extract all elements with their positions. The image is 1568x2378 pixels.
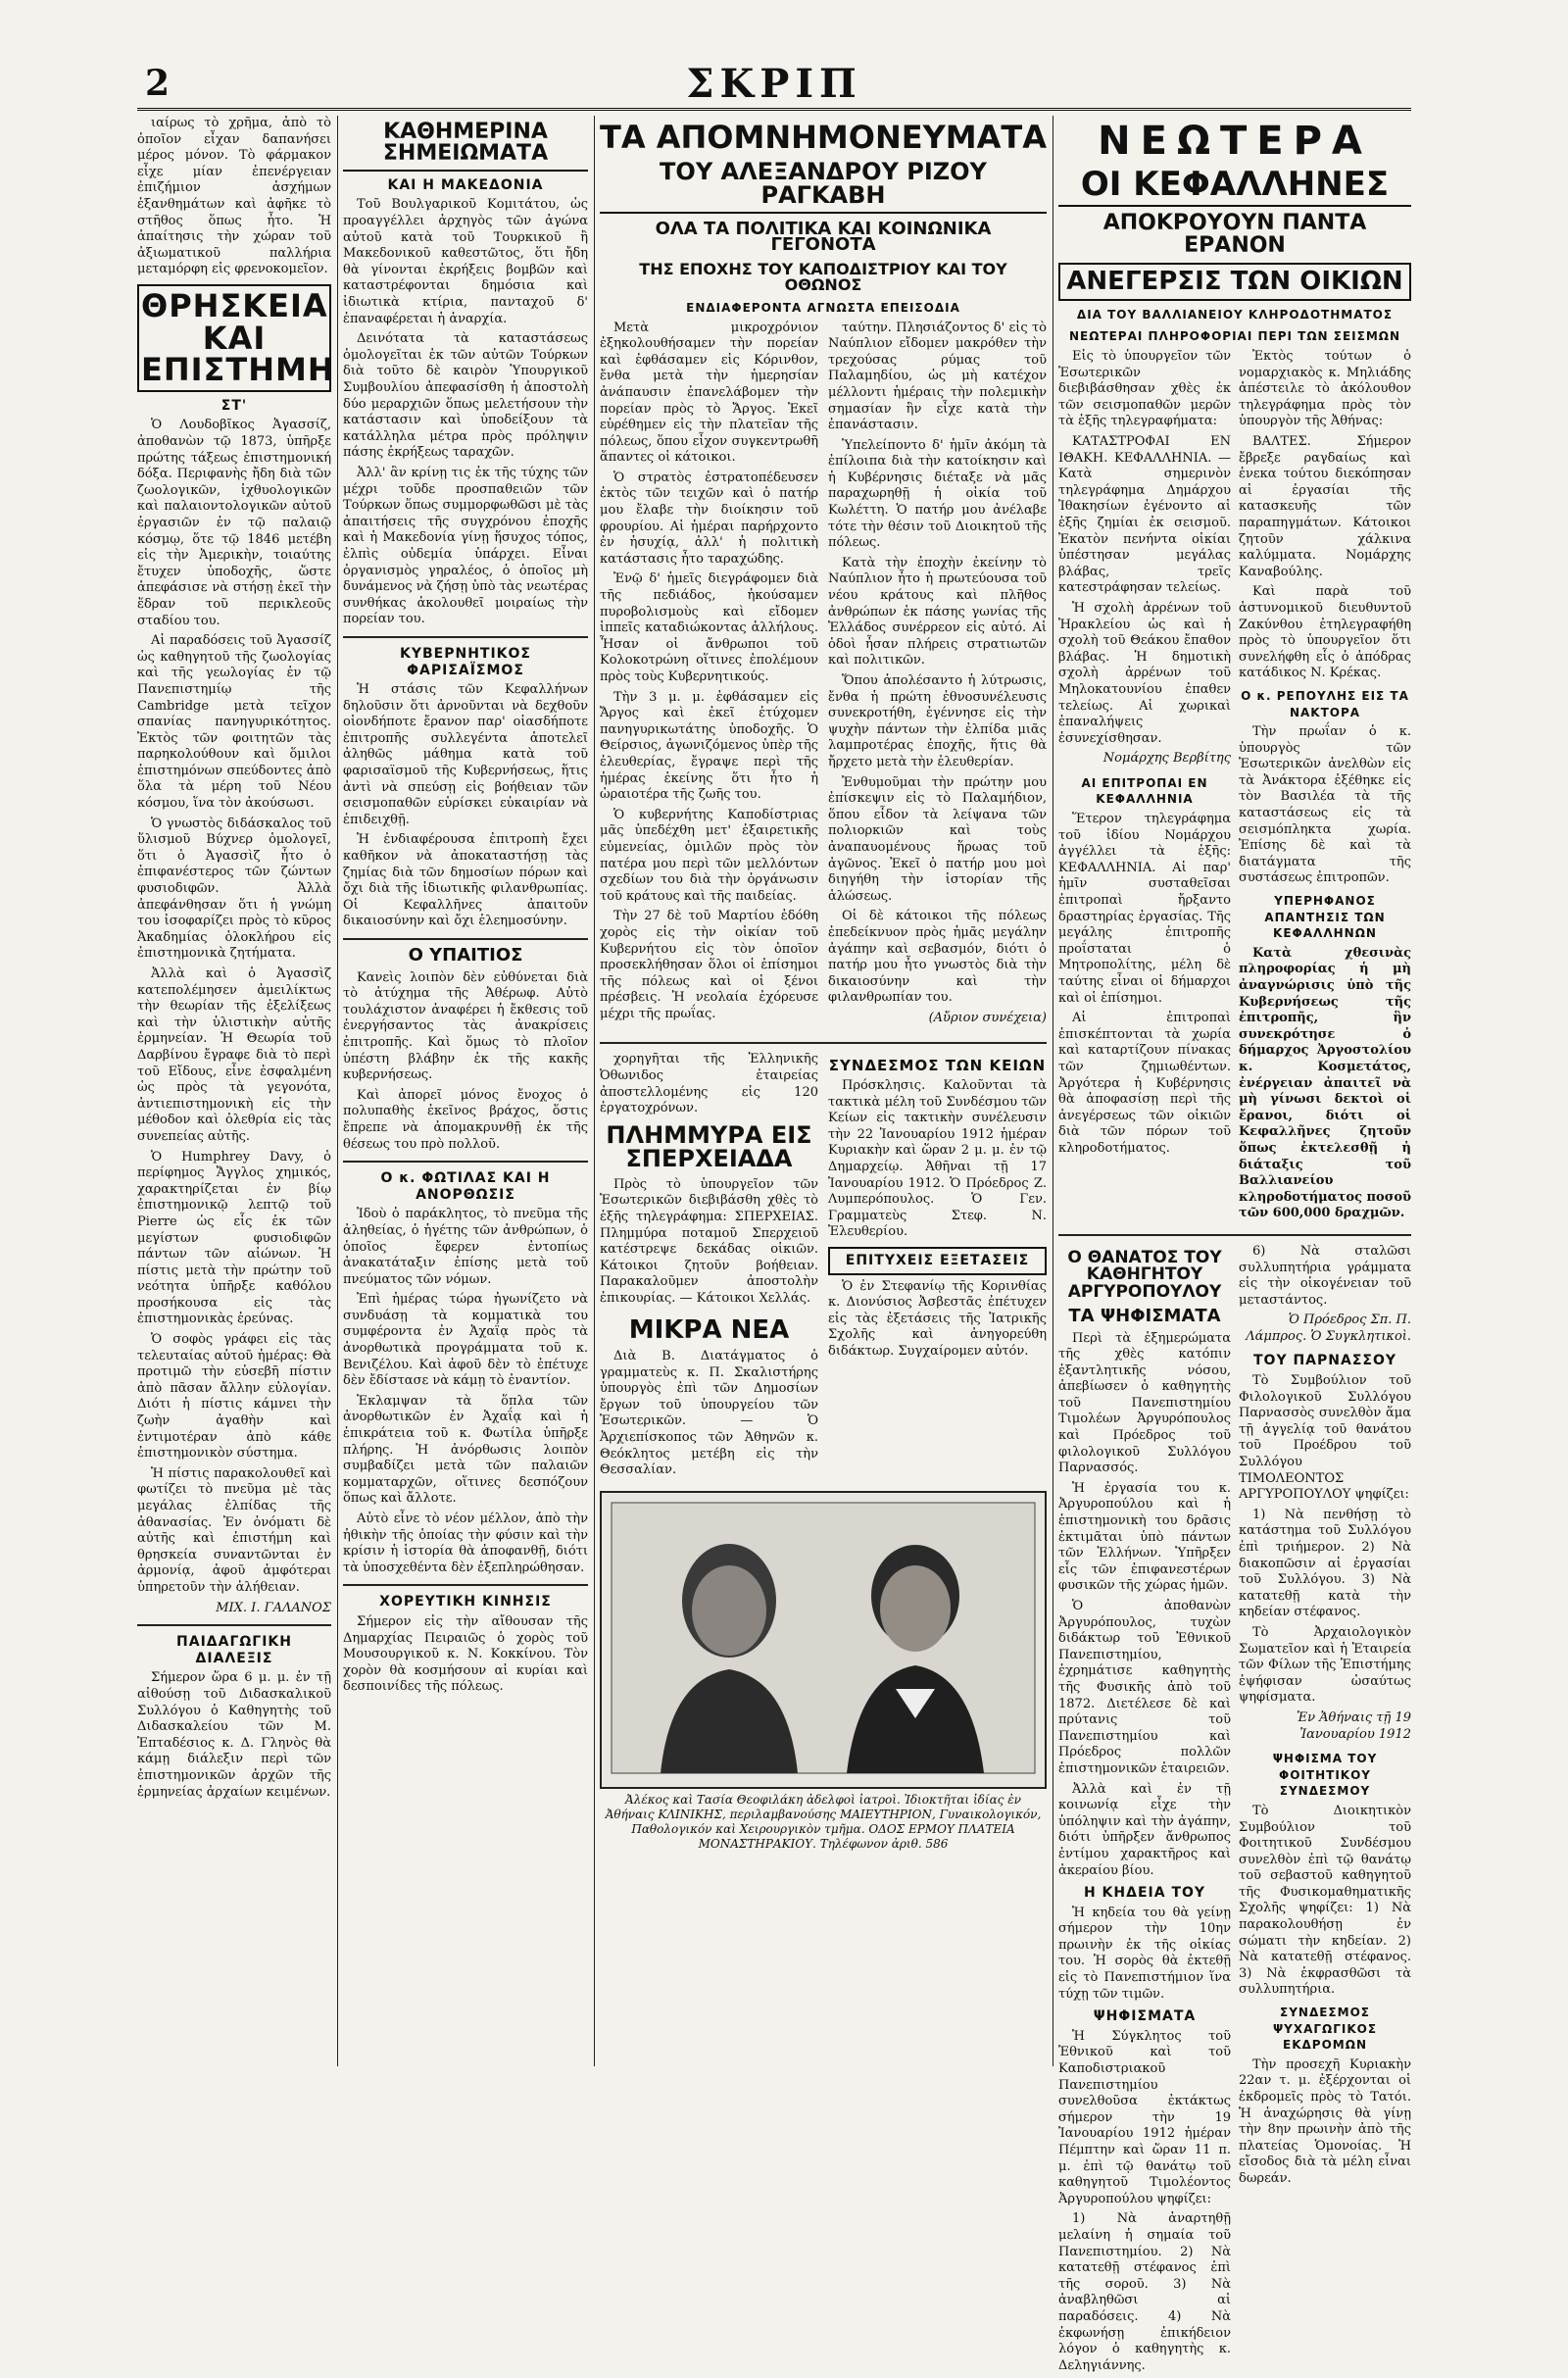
section-title: ΚΥΒΕΡΝΗΤΙΚΟΣ ΦΑΡΙΣΑΪΣΜΟΣ	[400, 645, 531, 678]
paragraph: Τὴν προσεχῆ Κυριακὴν 22αν τ. μ. ἐξέρχονται οἱ ἐκδρομεῖς πρὸς τὸ Τατόι. Ἡ ἀναχώρησις θὰ γίνῃ τὴν 8ην πρωινὴν ἀπὸ τῆς πλατείας Ὁμονοίας. Ἡ εἴσοδος διὰ τὰ μέλη εἶναι δωρεάν.	[1239, 2056, 1411, 2186]
paragraph: Ἀλλὰ καὶ ὁ Ἀγασσὶζ κατεπολέμησεν ἀμειλίκτως τὴν θεωρίαν τῆς ἐξελίξεως καὶ τὴν ὑλιστικὴν αὐτῆς ἑρμηνείαν. Ἡ Θεωρία τοῦ Δαρβίνου ἔγραφε διὰ τὸ περὶ τοῦ Εἴδους, εἶνε ἐσφαλμένη ὡς πρὸς τὰ γεγονότα, ἀντιεπιστημονικὴ εἰς τὴν μέθοδον καὶ ὀλεθρία εἰς τὰς συνεπείας αὐτῆς.	[137, 966, 331, 1144]
portrait-illustration	[602, 1493, 1045, 1783]
memoirs-body	[600, 321, 1047, 1035]
paragraph: Τὸ Ἀρχαιολογικὸν Σωματεῖον καὶ ἡ Ἑταιρεία τῶν Φίλων τῆς Ἐπιστήμης ἐψήφισαν ὡσαύτως ψηφίσματα.	[1239, 1624, 1411, 1706]
paragraph: Τὸ Διοικητικὸν Συμβούλιον τοῦ Φοιτητικοῦ Συνδέσμου συνελθὸν ἐπὶ τῷ θανάτῳ τοῦ σεβαστοῦ καθηγητοῦ τῆς Φυσικομαθηματικῆς Σχολῆς ψηφίζει: 1) Νὰ παρακολουθήσῃ ἐν σώματι τὴν κηδείαν. 2) Νὰ κατατεθῇ στέφανος. 3) Νὰ ἐκφρασθῶσι τὰ συλλυπητήρια.	[1239, 1803, 1411, 1998]
paragraph: χορηγῆται τῆς Ἑλληνικῆς Ὀθωνιδος ἐταιρείας ἀποστελλομένης εἰς 120 ἐργατοχρόνων.	[600, 1052, 818, 1116]
paragraph: Ἀλλὰ καὶ ἐν τῇ κοινωνίᾳ εἶχε τὴν ὑπόληψιν καὶ τὴν ἀγάπην, διότι ὑπῆρξεν ἄνθρωπος ἐντίμου χαρακτῆρος καὶ ἀκεραίου βίου.	[1058, 1781, 1231, 1878]
section-title: ΤΟΥ ΠΑΡΝΑΣΣΟΥ	[1253, 1353, 1396, 1369]
part-number: ΣΤ'	[220, 397, 248, 414]
signature: Ὁ Πρόεδρος Σπ. Π. Λάμπρος. Ὁ Συγκλητικοὶ.	[1246, 1313, 1411, 1344]
paragraph: Κατὰ τὴν ἐποχὴν ἐκείνην τὸ Ναύπλιον ἦτο ἡ πρωτεύουσα τοῦ νέου κράτους καὶ πλῆθος ἀνθρώπων ἐκ πάσης γωνίας τῆς Ἑλλάδος συνέρρεον εἰς αὐτό. Αἱ ὁδοὶ ἦσαν πλήρεις στρατιωτῶν καὶ πολιτικῶν.	[828, 555, 1047, 669]
memoirs-deck-2: ΤΗΣ ΕΠΟΧΗΣ ΤΟΥ ΚΑΠΟΔΙΣΤΡΙΟΥ ΚΑΙ ΤΟΥ ΟΘΩΝΟΣ	[639, 259, 1007, 295]
lecture-notice-title: ΠΑΙΔΑΓΩΓΙΚΗ ΔΙΑΛΕΞΙΣ	[176, 1634, 292, 1666]
paragraph: Ἡ στάσις τῶν Κεφαλλήνων δηλοῦσιν ὅτι ἀρνοῦνται νὰ δεχθοῦν οἱονδήποτε ἔρανον παρ' οἱασδήποτε ἐπιτροπῆς συλλεγέντα ἀποτελεῖ ἀληθῶς μάθημα κατὰ τοῦ φαρισαϊσμοῦ τῆς Κυβερνήσεως, ἥτις ἀντὶ νὰ σπεύσῃ εἰς βοήθειαν τῶν σεισμοπαθῶν εὑρίσκει εὐκαιρίαν νὰ ἐπιδειχθῇ.	[343, 682, 588, 827]
paragraph: Ἐνθυμοῦμαι τὴν πρώτην μου ἐπίσκεψιν εἰς τὸ Παλαμήδιον, ὅπου εἶδον τὰ λείψανα τῶν πολιορκιῶν καὶ τοὺς ἀναπαυομένους ἥρωας τοῦ ἀγῶνος. Ἐκεῖ ὁ πατήρ μου μοὶ διηγήθη τὴν ἱστορίαν τῆς ἁλώσεως.	[828, 774, 1047, 904]
paragraph: Δεινότατα τὰ καταστάσεως ὁμολογεῖται ἐκ τῶν αὐτῶν Τούρκων διὰ τοῦτο δὲ καιρὸν Ὑπουργικοῦ Συμβουλίου ἀπεφασίσθη ἡ ἀποστολὴ δύο μεραρχιῶν ὅπως μελετήσουν τὴν κατάστασιν καὶ ὑποδείξουν τὰ κατάλληλα μέτρα πρὸς πρόληψιν πάσης ἐκρήξεως ταραχῶν.	[343, 331, 588, 461]
paragraph: Ἐπὶ ἡμέρας τώρα ἠγωνίζετο νὰ συνδυάσῃ τὰ κομματικὰ του συμφέροντα ἐν Ἀχαΐᾳ πρὸς τὰ ἀνορθωτικὰ προγράμματα τοῦ κ. Βενιζέλου. Καὶ ἀφοῦ δὲν τὸ ἐπέτυχε δὲν ἔδίστασε νὰ κάμῃ τὸ ἐναντίον.	[343, 1292, 588, 1389]
paragraph: Ὁ γνωστὸς διδάσκαλος τοῦ ὕλισμοῦ Βύχνερ ὁμολογεῖ, ὅτι ὁ Ἀγασσὶζ ἦτο ὁ ἐπιφανέστερος τῶν ζώντων φυσιοδιφῶν. Ἀλλὰ ἀπεφάνθησαν ὅτι ἡ γνώμη του ἰσοφαρίζει πρὸς τὸ κῦρος Ἀκαδημίας ὁλοκλήρου εἰς ἐπιστημονικὰ ζητήματα.	[137, 816, 331, 962]
memoirs-headline: ΤΑ ΑΠΟΜΝΗΜΟΝΕΥΜΑΤΑ	[600, 119, 1047, 156]
column-religion-science	[137, 116, 335, 2056]
lower-section	[600, 1052, 1047, 1482]
memoirs-right-column	[828, 321, 1047, 1035]
paragraph: Ἡ κηδεία του θὰ γείνῃ σήμερον τὴν 10ην πρωινὴν ἐκ τῆς οἰκίας του. Ἡ σορὸς θὰ ἐκτεθῇ εἰς τὸ Πανεπιστήμιον ἵνα τύχῃ τῶν τιμῶν.	[1058, 1905, 1231, 2002]
latest-news-body	[1058, 349, 1411, 1226]
section-title: ΚΑΙ Η ΜΑΚΕΔΟΝΙΑ	[387, 176, 544, 193]
society-text: Πρόσκλησις. Καλοῦνται τὰ τακτικὰ μέλη τοῦ Συνδέσμου τῶν Κείων εἰς τακτικὴν συνέλευσιν τὴν 22 Ἰανουαρίου 1912 ἡμέραν Κυριακὴν καὶ ὥραν 2 μ. μ. ἐν τῷ Δημαρχείῳ. Ἀθῆναι τῇ 17 Ἰανουαρίου 1912. Ὁ Πρόεδρος Ζ. Λυμπερόπουλος. Ὁ Γεν. Γραμματεὺς Στεφ. Ν. Ἐλευθερίου.	[828, 1078, 1047, 1240]
section-title: ΨΗΦΙΣΜΑ ΤΟΥ ΦΟΙΤΗΤΙΚΟΥ ΣΥΝΔΕΣΜΟΥ	[1272, 1752, 1378, 1799]
section-title: Ο κ. ΡΕΠΟΥΛΗΣ ΕΙΣ ΤΑ ΝΑΚΤΟΡΑ	[1241, 688, 1409, 719]
paragraph: Ἰδοὺ ὁ παράκλητος, τὸ πνεῦμα τῆς ἀληθείας, ὁ ἡγέτης τῶν ἀνθρώπων, ὁ ὁποῖος ἔφερεν ἐντοπίως ἀνακατάταξιν ἐπίσης μετὰ τοῦ πνεύματος τῶν νόμων.	[343, 1207, 588, 1287]
paragraph: Αὐτὸ εἶνε τὸ νέον μέλλον, ἀπὸ τὴν ἠθικὴν τῆς ὁποίας τὴν φύσιν καὶ τὴν κρίσιν ἡ ἱστορία θὰ ἀποφανθῇ, διότι τὰ ὑποσχεθέντα δὲν ἐξεπληρώθησαν.	[343, 1511, 588, 1575]
daily-notes-kicker: ΚΑΘΗΜΕΡΙΝΑ ΣΗΜΕΙΩΜΑΤΑ	[343, 122, 588, 172]
author-signature: ΜΙΧ. Ι. ΓΑΛΑΝΟΣ	[216, 1600, 331, 1615]
exam-text: Ὁ ἐν Στεφανίῳ τῆς Κορινθίας κ. Διονύσιος Ἀσβεστᾶς ἐπέτυχεν εἰς τὰς ἐξετάσεις τῆς Ἰατρικῆς Σχολῆς καὶ ἀνηγορεύθη διδάκτωρ. Συγχαίρομεν αὐτόν.	[828, 1278, 1047, 1359]
masthead	[137, 61, 1411, 111]
lower-right	[828, 1052, 1047, 1482]
paragraph: ΒΑΛΤΕΣ. Σήμερον ἔβρεξε ραγδαίως καὶ ἐνεκα τούτου διεκόπησαν αἱ ἐργασίαι τῆς κατασκευῆς τῶν παραπηγμάτων. Κάτοικοι ζητοῦν χάλκινα καλύμματα. Νομάρχης Καναβούλης.	[1239, 434, 1411, 579]
paragraph: Τὴν πρωΐαν ὁ κ. ὑπουργὸς τῶν Ἐσωτερικῶν ἀνελθὼν εἰς τὰ Ἀνάκτορα ἐξέθηκε εἰς τὸν Βασιλέα τὰ τῆς καταστάσεως εἰς τὰ σεισμόπληκτα χωρία. Ἐπίσης δὲ καὶ τὰ διατάγματα τῆς συστάσεως ἐπιτροπῶν.	[1239, 724, 1411, 886]
clinic-ad-caption: Ἀλέκος καὶ Τασία Θεοφιλάκη ἀδελφοὶ ἰατροὶ. Ἰδιοκτῆται ἰδίας ἐν Ἀθήναις ΚΛΙΝΙΚΗΣ, περιλαμβανούσης ΜΑΙΕΥΤΗΡΙΟΝ, Γυναικολογικόν, Παθολογικόν καὶ Χειρουργικὸν τμῆμα. ΟΔΟΣ ΕΡΜΟΥ ΠΛΑΤΕΙΑ ΜΟΝΑΣΤΗΡΑΚΙΟΥ. Τηλέφωνον ἀριθ. 586	[605, 1792, 1042, 1851]
kefallines-headline: ΟΙ ΚΕΦΑΛΛΗΝΕΣ	[1058, 168, 1411, 208]
paragraph: Καὶ ἀπορεῖ μόνος ἔνοχος ὁ πολυπαθὴς ἐκεῖνος βράχος, ὅστις ἔπρεπε νὰ ἀπομακρυνθῇ ἐκ τῆς θέσεως του πρὸ πολλοῦ.	[343, 1087, 588, 1152]
paragraph: Ἐκλαμψαν τὰ ὅπλα τῶν ἀνορθωτικῶν ἐν Ἀχαΐᾳ καὶ ἡ ἐπικράτεια τοῦ κ. Φωτίλα ὑπῆρξε πλήρης. Ἡ ἀνόρθωσις λοιπὸν συμβαδίζει μετὰ τῶν παλαιῶν κομματαρχῶν, οἵτινες δεσπόζουν ὅπως καὶ ἄλλοτε.	[343, 1393, 588, 1507]
divider	[343, 1584, 588, 1586]
signature: Νομάρχης Βερβίτης	[1102, 751, 1231, 767]
divider	[343, 1161, 588, 1163]
section-title: ΑΙ ΕΠΙΤΡΟΠΑΙ ΕΝ ΚΕΦΑΛΛΗΝΙΑ	[1081, 775, 1208, 807]
paragraph: Εἰς τὸ ὑπουργεῖον τῶν Ἐσωτερικῶν διεβιβάσθησαν χθὲς ἐκ τῶν σεισμοπαθῶν μερῶν τὰ ἑξῆς τηλεγραφήματα:	[1058, 349, 1231, 429]
paragraph: Μετὰ μικροχρόνιον ἐξηκολουθήσαμεν τὴν πορείαν καὶ ἐφθάσαμεν εἰς Κόρινθον, ἔνθα μετὰ τὴν ἡμερησίαν ἀνάπαυσιν ἐπανελάβομεν τὴν πορείαν πρὸς τὸ Ἄργος. Ἐκεῖ εὑρέθημεν εἰς τὴν πλατεῖαν τῆς πόλεως, ὅπου εἶχον συγκεντρωθῆ ἅπαντες οἱ κάτοικοι.	[600, 320, 818, 466]
section-title: Η ΚΗΔΕΙΑ ΤΟΥ	[1083, 1885, 1206, 1902]
newspaper-title: ΣΚΡΙΠ	[686, 61, 862, 107]
paragraph: ΚΑΤΑΣΤΡΟΦΑΙ ΕΝ ΙΘΑΚΗ. ΚΕΦΑΛΛΗΝΙΑ. — Κατὰ σημερινὸν τηλεγράφημα Δημάρχου Ἰθακησίων ἐγένοντο αἱ ἑξῆς ζημίαι ἐκ σεισμοῦ. Ἐκατὸν πενήντα οἰκίαι ὑπέστησαν μεγάλας βλάβας, τρεῖς κατεστράφησαν τελείως.	[1058, 434, 1231, 596]
paragraph: Ὅπου ἀπολέσαντο ἡ λύτρωσις, ἔνθα ἡ πρώτη ἐθνοσυνέλευσις συνεκροτήθη, ἐγέννησε εἰς τὴν ψυχὴν πάντων τὴν ἐλπίδα μιᾶς λαμπροτέρας ἐποχῆς, ἥτις θὰ ἤρχετο μετὰ τὴν ἐλευθερίαν.	[828, 673, 1047, 769]
divider	[137, 1624, 331, 1626]
paragraph: Ἐνῷ δ' ἡμεῖς διεγράφομεν διὰ τῆς πεδιάδος, ἠκούσαμεν πυροβολισμοὺς καὶ εἴδομεν ἱππεῖς καταδιώκοντας ἀλλήλους. Ἦσαν οἱ ἄνθρωποι τοῦ Κολοκοτρώνη οἵτινες ἐπολέμουν πρὸς τοὺς Κυβερνητικούς.	[600, 571, 818, 684]
earthquake-info-line: ΝΕΩΤΕΡΑΙ ΠΛΗΡΟΦΟΡΙΑΙ ΠΕΡΙ ΤΩΝ ΣΕΙΣΜΩΝ	[1068, 329, 1401, 344]
death-right-column	[1239, 1244, 1411, 2378]
paragraph: Ὑπελείποντο δ' ἡμῖν ἀκόμη τὰ ἐπίλοιπα διὰ τὴν κατοίκησιν καὶ ἡ Κυβέρνησις διέταξε νὰ μᾶς παραχωρηθῇ ἡ οἰκία τοῦ Κωλέττη. Ὁ πατήρ μου ἀνέλαβε τότε τὴν θέσιν τοῦ Διοικητοῦ τῆς πόλεως.	[828, 437, 1047, 551]
paragraph: Αἱ ἐπιτροπαὶ ἐπισκέπτονται τὰ χωρία καὶ καταρτίζουν πίνακας τῶν ζημιωθέντων. Ἀργότερα ἡ Κυβέρνησις θὰ ἀποφασίσῃ περὶ τῆς ἀνεγέρσεως τῶν οἰκιῶν διὰ τῶν πόρων τοῦ κληροδοτήματος.	[1058, 1011, 1231, 1156]
page-number: 2	[145, 63, 171, 104]
column-daily-notes	[343, 116, 588, 2056]
clinic-ad-portraits	[600, 1491, 1047, 1789]
column-latest-news	[1058, 116, 1412, 2373]
section-title: ΥΠΕΡΗΦΑΝΟΣ ΑΠΑΝΤΗΣΙΣ ΤΩΝ ΚΕΦΑΛΛΗΝΩΝ	[1264, 894, 1386, 941]
paragraph: Ἡ ἐργασία του κ. Ἀργυροπούλου καὶ ἡ ἐπιστημονικὴ του δρᾶσις ἐκτιμᾶται ὑπὸ πάντων τῶν Ἑλλήνων. Ὑπῆρξεν εἷς τῶν ἐπιφανεστέρων φυσικῶν τῆς χώρας ἡμῶν.	[1058, 1480, 1231, 1594]
paragraph: 6) Νὰ σταλῶσι συλλυπητήρια γράμματα εἰς τὴν οἰκογένειαν τοῦ μεταστάντος.	[1239, 1243, 1411, 1308]
paragraph: Ὁ Humphrey Davy, ὁ περίφημος Ἄγγλος χημικός, χαρακτηρίζεται ἐν βίῳ ἐπιστημονικῷ λεπτῷ τοῦ Pierre ὡς εἷς ἐκ τῶν μεγίστων φυσιοδιφῶν πάντων τῶν αἰώνων. Ἡ πίστις μετὰ τὴν πρώτην τοῦ νεότητα ὑπῆρξε καθόλου προσήκουσα εἰς τὰς ἐπιστημονικὰς ἐρεύνας.	[137, 1149, 331, 1327]
housing-headline: ΑΝΕΓΕΡΣΙΣ ΤΩΝ ΟΙΚΙΩΝ	[1058, 263, 1411, 301]
divider	[1058, 1234, 1411, 1236]
paragraph: Ὁ κυβερνήτης Καποδίστριας μᾶς ὑπεδέχθη μετ' ἐξαιρετικῆς εὐμενείας, ὁμιλῶν πρὸς τὸν πατέρα μου περὶ τῶν μελλόντων σχεδίων του διὰ τὴν ὀργάνωσιν τοῦ κράτους καὶ τῆς παιδείας.	[600, 807, 818, 904]
paragraph: Τοῦ Βουλγαρικοῦ Κομιτάτου, ὡς προαγγέλλει ἀρχηγὸς τῶν ἀγώνα αὐτοῦ κατὰ τοῦ Τουρκικοῦ ἢ Μακεδονικοῦ καθεστῶτος, ὅτι ἤδη θὰ γίνονται ἐκρήξεις βομβῶν καὶ καταστρέφονται δημόσια καὶ ἰδιωτικὰ κτίρια, πανταχοῦ δ' ἐπαναφέρεται ἡ ἀναρχία.	[343, 197, 588, 326]
society-title: ΣΥΝΔΕΣΜΟΣ ΤΩΝ ΚΕΙΩΝ	[828, 1057, 1047, 1075]
column-rule	[337, 116, 338, 2066]
paragraph: Κατὰ χθεσινὰς πληροφορίας ἡ μὴ ἀναγνώρισις ὑπὸ τῆς Κυβερνήσεως τῆς ἐπιτροπῆς, ἣν συνεκρότησε ὁ δήμαρχος Ἀργοστολίου κ. Κοσμετάτος, ἐνέργειαν ἀπαιτεῖ νὰ μὴ γίνωσι δεκτοὶ οἱ ἔρανοι, διότι οἱ Κεφαλλῆνες ζητοῦν ὅπως ἐκτελεσθῇ ἡ διάταξις τοῦ Βαλλιανείου κληροδοτήματος ποσοῦ τῶν 600,000 δραχμῶν.	[1239, 945, 1412, 1221]
death-subheadline: ΤΑ ΨΗΦΙΣΜΑΤΑ	[1068, 1305, 1221, 1326]
continued-note: (Αὔριον συνέχεια)	[928, 1010, 1047, 1025]
paragraph: Κανεὶς λοιπὸν δὲν εὐθύνεται διὰ τὸ ἀτύχημα τῆς Ἀθέρωφ. Αὐτὸ τουλάχιστον ἀναφέρει ἡ ἔκθεσις τοῦ ἐνεργήσαντος τὰς ἀνακρίσεις ἐπιτροπῆς. Καὶ ὅμως τὸ πλοῖον ὑπέστη βλάβην ἐκ τῆς κακῆς κυβερνήσεως.	[343, 969, 588, 1083]
paragraph: Ἡ Σύγκλητος τοῦ Ἐθνικοῦ καὶ τοῦ Καποδιστριακοῦ Πανεπιστημίου συνελθοῦσα ἐκτάκτως σήμερον τὴν 19 Ἰανουαρίου 1912 ἡμέραν Πέμπτην καὶ ὥραν 11 π. μ. ἐπὶ τῷ θανάτῳ τοῦ καθηγητοῦ Τιμολέοντος Ἀργυροπούλου ψηφίζει:	[1058, 2028, 1231, 2206]
divider	[600, 1042, 1047, 1044]
paragraph: Τὴν 3 μ. μ. ἐφθάσαμεν εἰς Ἄργος καὶ ἐκεῖ ἐτύχομεν πανηγυρικωτάτης ὑποδοχῆς. Ὁ Θείρσιος, ἀγωνιζόμενος ὑπὲρ τῆς ἐλευθερίας, ἔγραψε περὶ τῆς ἡμέρας ἐκείνης ὅτι ἦτο ἡ ὡραιοτέρα τῆς ζωῆς του.	[600, 689, 818, 803]
paragraph: Ὁ στρατὸς ἐστρατοπέδευσεν ἐκτὸς τῶν τειχῶν καὶ ὁ πατήρ μου ἔλαβε τὴν διοίκησιν τοῦ φρουρίου. Αἱ ἡμέραι παρήρχοντο ἐν ἡσυχίᾳ, ἀλλ' ἡ πολιτικὴ κατάστασις ἦτο ταραχώδης.	[600, 470, 818, 567]
section-title: ΧΟΡΕΥΤΙΚΗ ΚΙΝΗΣΙΣ	[379, 1594, 552, 1610]
latest-news-kicker: ΝΕΩΤΕΡΑ	[1098, 119, 1372, 164]
paragraph: Τὴν 27 δὲ τοῦ Μαρτίου ἐδόθη χορὸς εἰς τὴν οἰκίαν τοῦ Κυβερνήτου εἰς τὸν ὁποῖον προσεκλήθησαν ὅλοι οἱ ἐπίσημοι τῆς πόλεως καὶ οἱ ξένοι πρέσβεις. Ἡ νεολαία ἐχόρευσε μέχρι τῆς πρωΐας.	[600, 909, 818, 1021]
latest-left-column	[1058, 349, 1231, 1226]
paragraph: Ἕτερον τηλεγράφημα τοῦ ἰδίου Νομάρχου ἀγγέλλει τὰ ἑξῆς: ΚΕΦΑΛΛΗΝΙΑ. Αἱ παρ' ἡμῖν συσταθεῖσαι ἐπιτροπαὶ ἤρξαντο δραστηρίας ἐργασίας. Τῆς μεγάλης ἐπιτροπῆς προΐσταται ὁ Μητροπολίτης, μέλη δὲ ταύτης εἶναι οἱ δήμαρχοι καὶ οἱ ἐπίσημοι.	[1058, 812, 1231, 1006]
paragraph: Ὁ ἀποθανὼν Ἀργυρόπουλος, τυχὼν διδάκτωρ τοῦ Ἐθνικοῦ Πανεπιστημίου, ἐχρημάτισε καθηγητὴς τῆς Φυσικῆς ἀπὸ τοῦ 1872. Διετέλεσε δὲ καὶ πρύτανις τοῦ Πανεπιστημίου καὶ Πρόεδρος πολλῶν ἐπιστημονικῶν ἑταιρειῶν.	[1058, 1599, 1231, 1776]
column-memoirs	[600, 116, 1047, 2056]
lower-left	[600, 1052, 818, 1482]
flood-headline: ΠΛΗΜΜΥΡΑ ΕΙΣ ΣΠΕΡΧΕΙΑΔΑ	[606, 1120, 812, 1173]
paragraph: Τὸ Συμβούλιον τοῦ Φιλολογικοῦ Συλλόγου Παρνασσὸς συνελθὸν ἅμα τῇ ἀγγελίᾳ τοῦ θανάτου τοῦ Προέδρου τοῦ Συλλόγου ΤΙΜΟΛΕΟΝΤΟΣ ΑΡΓΥΡΟΠΟΥΛΟΥ ψηφίζει:	[1239, 1373, 1411, 1503]
paragraph: Οἱ δὲ κάτοικοι τῆς πόλεως ἐπεδείκνυον πρὸς ἡμᾶς μεγάλην ἀγάπην καὶ σεβασμόν, διότι ὁ πατήρ μου ἦτο γνωστὸς διὰ τὴν δικαιοσύνην καὶ τὴν φιλανθρωπίαν του.	[828, 909, 1047, 1006]
divider	[343, 938, 588, 940]
paragraph: Ἐκτὸς τούτων ὁ νομαρχιακὸς κ. Μηλιάδης ἀπέστειλε τὸ ἀκόλουθον τηλεγράφημα πρὸς τὸν ὑπουργὸν τῆς Ἀθήνας:	[1239, 349, 1411, 429]
lecture-notice-text: Σήμερον ὥρα 6 μ. μ. ἐν τῇ αἰθούσῃ τοῦ Διδασκαλικοῦ Συλλόγου ὁ Καθηγητὴς τοῦ Διδασκαλείου τῶν Μ. Ἐπταδέσιος κ. Δ. Γληνὸς θὰ κάμῃ διάλεξιν περὶ τῶν ἐπιστημονικῶν ἀρχῶν τῆς ἑρμηνείας ἀρχαίων κειμένων.	[137, 1670, 331, 1800]
latest-right-column	[1239, 349, 1411, 1226]
paragraph: Ὁ σοφὸς γράφει εἰς τὰς τελευταίας αὐτοῦ ἡμέρας: Θὰ προτιμῶ τὴν εὐσεβῆ πίστιν ἀπὸ πᾶσαν ἄλλην εὐλογίαν. Διότι ἡ πίστις κάμνει τὴν ζωὴν ἀγαθὴν καὶ ἐντιμοτέραν ἀπὸ κάθε ἐπιστημονικὸν σύστημα.	[137, 1332, 331, 1461]
religion-science-headline: ΘΡΗΣΚΕΙΑ ΚΑΙ ΕΠΙΣΤΗΜΗ	[137, 284, 331, 392]
memoirs-deck-3: ΕΝΔΙΑΦΕΡΟΝΤΑ ΑΓΝΩΣΤΑ ΕΠΕΙΣΟΔΙΑ	[686, 300, 960, 315]
paragraph: Ὁ Λουδοβῖκος Ἀγασσίζ, ἀποθανὼν τῷ 1873, ὑπῆρξε πρώτης τάξεως ἐπιστημονική δόξα. Περιφανὴς ἤδη διὰ τῶν ζωολογικῶν, ἰχθυολογικῶν καὶ παλαιοντολογικῶν αὐτοῦ ἐργασιῶν ἐν τῷ παλαιῷ κόσμῳ, ὅτε τῷ 1846 μετέβη εἰς τὴν Ἀμερικὴν, τοιαύτης ἔτυχεν ὑποδοχῆς, ὥστε ἀπεφάσισε νὰ στήσῃ ἐκεῖ τὴν ἕδραν τοῦ περικλεοῦς σταδίου του.	[137, 418, 331, 628]
kefallines-subheadline: ΑΠΟΚΡΟΥΟΥΝ ΠΑΝΤΑ ΕΡΑΝΟΝ	[1102, 211, 1367, 258]
paragraph: 1) Νὰ πενθήσῃ τὸ κατάστημα τοῦ Συλλόγου ἐπὶ τριήμερον. 2) Νὰ διακοπῶσιν αἱ ἐργασίαι τοῦ Συλλόγου. 3) Νὰ κατατεθῇ κατὰ τὴν κηδείαν στέφανος.	[1239, 1507, 1411, 1620]
divider	[343, 636, 588, 638]
paragraph: Ἡ πίστις παρακολουθεῖ καὶ φωτίζει τὸ πνεῦμα μὲ τὰς μεγάλας ἐλπίδας τῆς ἀθανασίας. Ἐν ὀνόματι δὲ αὐτῆς καὶ ἐπιστήμη καὶ θρησκεία συναντῶνται ἐν ἁρμονίᾳ, ἀφοῦ ἀμφότεραι ὑπηρετοῦν τὴν ἀλήθειαν.	[137, 1465, 331, 1595]
small-news-headline: ΜΙΚΡΑ ΝΕΑ	[628, 1314, 790, 1345]
paragraph: Καὶ παρὰ τοῦ ἀστυνομικοῦ διευθυντοῦ Ζακύνθου ἐτηλεγραφήθη πρὸς τὸ ὑπουργεῖον ὅτι συνελήφθη εἷς ὁ ἀπόδρας κατάδικος Ν. Κρέκας.	[1239, 584, 1411, 681]
column-rule	[594, 116, 595, 2066]
small-news-text: Διὰ Β. Διατάγματος ὁ γραμματεὺς κ. Π. Σκαλιστήρης ὑπουργὸς ἐπὶ τῶν Δημοσίων ἔργων τοῦ ὑπουργείου τῶν Ἐσωτερικῶν. — Ὁ Ἀρχιεπίσκοπος τῶν Ἀθηνῶν κ. Θεόκλητος μετέβη εἰς τὴν Θεσσαλίαν.	[600, 1349, 818, 1478]
flood-text: Πρὸς τὸ ὑπουργεῖον τῶν Ἐσωτερικῶν διεβιβάσθη χθὲς τὸ ἑξῆς τηλεγράφημα: ΣΠΕΡΧΕΙΑΣ. Πλημμύρα ποταμοῦ Σπερχειοῦ κατέστρεψε δεκάδας οἰκιῶν. Κάτοικοι ζητοῦν βοήθειαν. Παρακαλοῦμεν ἀποστολὴν ἐπικουρίας. — Κάτοικοι Χελλάς.	[600, 1176, 818, 1306]
intro-text: ιαίρως τὸ χρῆμα, ἀπὸ τὸ ὁποῖον εἶχαν δαπανήσει μέρος μόνον. Τὸ φάρμακον εἶχε μίαν ἐπενέργειαν ἐπιζήμιον ἀσχήμων ἐξανθημάτων καὶ ἀφῆκε τὸ στῆθος ὅπως ἦτο. Ἡ ἀπαίτησις τὴν χώραν τοῦ ἀξιωματικοῦ παλλήρια μεταμόρφη εἰς φρενοκομεῖον.	[137, 116, 331, 277]
paragraph: Ἡ ἐνδιαφέρουσα ἐπιτροπὴ ἔχει καθῆκον νὰ ἀποκαταστήσῃ τὰς ζημίας διὰ τῶν δημοσίων πόρων καὶ ὄχι διὰ τῆς ἰδιωτικῆς φιλανθρωπίας. Οἱ Κεφαλλῆνες ἀπαιτοῦν δικαιοσύνην καὶ ὄχι ἐλεημοσύνην.	[343, 832, 588, 929]
section-title: Ο ΥΠΑΙΤΙΟΣ	[408, 945, 523, 966]
paragraph: Ἡ σχολὴ ἀρρένων τοῦ Ἡρακλείου ὡς καὶ ἡ σχολὴ τοῦ Θεάκου ἔπαθον βλάβας. Ἡ δημοτικὴ σχολὴ ἀρρένων τοῦ Μηλοκατουνίου ἐπαθεν τελείως. Αἱ χωρικαὶ ἐπαναλήψεις ἐσυνεχίσθησαν.	[1058, 600, 1231, 746]
death-section	[1058, 1244, 1411, 2378]
memoirs-deck: ΟΛΑ ΤΑ ΠΟΛΙΤΙΚΑ ΚΑΙ ΚΟΙΝΩΝΙΚΑ ΓΕΓΟΝΟΤΑ	[655, 218, 992, 256]
paragraph: Αἱ παραδόσεις τοῦ Ἀγασσίζ ὡς καθηγητοῦ τῆς ζωολογίας καὶ τῆς γεωλογίας ἐν τῷ Πανεπιστημίῳ τῆς Cambridge μετὰ τεῖχον σπανίας πανηγυρικότητος. Ἐκτὸς τῶν φοιτητῶν τὰς παρηκολούθουν καὶ ὅμιλοι ἐπιστημόνων σπεύδοντες ἀπὸ ὅλα τὰ μέρη τοῦ Νέου κόσμου, ἵνα τὸν ἀκούσωσι.	[137, 633, 331, 812]
bequest-line: ΔΙΑ ΤΟΥ ΒΑΛΛΙΑΝΕΙΟΥ ΚΛΗΡΟΔΟΤΗΜΑΤΟΣ	[1076, 307, 1394, 322]
paragraph: Ἀλλ' ἂν κρίνῃ τις ἐκ τῆς τύχης τῶν μέχρι τοῦδε προσπαθειῶν τῶν Τούρκων ὅπως συμμορφωθῶσι μὲ τὰς ἀπαιτήσεις τῆς συγχρόνου ἐποχῆς καὶ ἡ Μακεδονία γίνῃ ἥσυχος τόπος, ἐλπὶς οὐδεμία ὑπάρχει. Εἶναι ὀργανισμὸς γηραλέος, ὁ ὁποῖος μὴ δυνάμενος νὰ ζήσῃ ὑπὸ τὰς νεωτέρας συνθήκας ἀκολουθεῖ μοιραίως τὴν πορείαν του.	[343, 465, 588, 627]
memoirs-headline-2: ΤΟΥ ΑΛΕΞΑΝΔΡΟΥ ΡΙΖΟΥ ΡΑΓΚΑΒΗ	[600, 160, 1047, 214]
paragraph: Περὶ τὰ ἐξημερώματα τῆς χθὲς κατόπιν ἐξαντλητικῆς νόσου, ἀπεβίωσεν ὁ καθηγητὴς τοῦ Πανεπιστημίου Τιμολέων Ἀργυρόπουλος καὶ Πρόεδρος τοῦ φιλολογικοῦ Συλλόγου Παρνασσός.	[1058, 1330, 1231, 1476]
paragraph: 1) Νὰ ἀναρτηθῇ μελαίνη ἡ σημαία τοῦ Πανεπιστημίου. 2) Νὰ κατατεθῇ στέφανος ἐπὶ τῆς σοροῦ. 3) Νὰ ἀναβληθῶσι αἱ παραδόσεις. 4) Νὰ ἐκφωνήσῃ ἐπικήδειον λόγον ὁ καθηγητὴς κ. Δεληγιάννης.	[1058, 2211, 1231, 2373]
dateline: Ἐν Ἀθήναις τῇ 19 Ἰανουαρίου 1912	[1297, 1709, 1411, 1742]
paragraph: ταύτην. Πλησιάζοντος δ' εἰς τὸ Ναύπλιον εἴδομεν μακρόθεν τὴν τρεχούσας ρύμας τοῦ Παλαμηδίου, ὡς μὴ κατέχον μέλλοντι ἡμέραις τὴν πολεμικὴν σημασίαν ἣν εἶχε κατὰ τὴν ἐπανάστασιν.	[828, 320, 1047, 433]
exam-title: ΕΠΙΤΥΧΕΙΣ ΕΞΕΤΑΣΕΙΣ	[828, 1247, 1047, 1275]
column-rule	[1053, 116, 1054, 2066]
section-title: ΨΗΦΙΣΜΑΤΑ	[1093, 2008, 1197, 2025]
section-title: Ο κ. ΦΩΤΙΛΑΣ ΚΑΙ Η ΑΝΟΡΘΩΣΙΣ	[380, 1170, 551, 1203]
death-left-column	[1058, 1244, 1231, 2378]
death-headline: Ο ΘΑΝΑΤΟΣ ΤΟΥ ΚΑΘΗΓΗΤΟΥ ΑΡΓΥΡΟΠΟΥΛΟΥ	[1067, 1247, 1222, 1302]
section-title: ΣΥΝΔΕΣΜΟΣ ΨΥΧΑΓΩΓΙΚΟΣ ΕΚΔΡΟΜΩΝ	[1272, 2006, 1378, 2053]
paragraph: Σήμερον εἰς τὴν αἴθουσαν τῆς Δημαρχίας Πειραιῶς ὁ χορὸς τοῦ Μουσουργικοῦ κ. Ν. Κοκκίνου. Τὸν χορὸν θὰ κοσμήσουν αἱ κυρίαι καὶ δεσποινίδες τῆς πόλεως.	[343, 1613, 588, 1695]
memoirs-left-column	[600, 321, 818, 1035]
